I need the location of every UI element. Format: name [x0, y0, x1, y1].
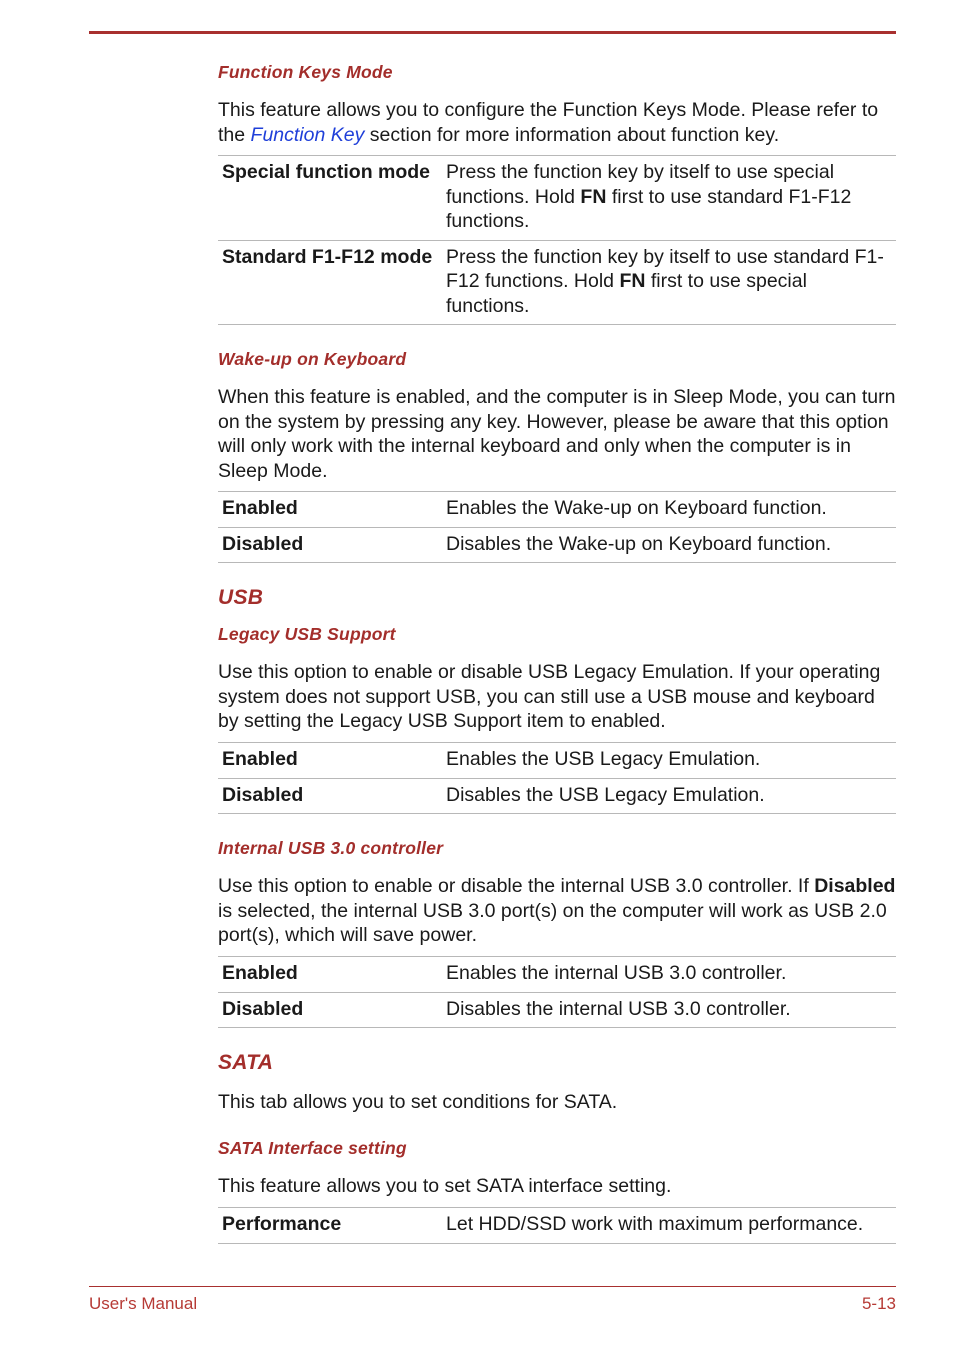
sata-heading: SATA [218, 1051, 274, 1074]
option-name: Disabled [218, 778, 442, 814]
usb3-table [218, 956, 896, 1028]
option-description: Enables the internal USB 3.0 controller. [442, 957, 896, 993]
option-description: Let HDD/SSD work with maximum performance. [442, 1208, 896, 1244]
wake-heading: Wake-up on Keyboard [218, 349, 407, 369]
option-name: Enabled [218, 743, 442, 779]
usb-heading: USB [218, 586, 264, 609]
option-description: Press the function key by itself to use standard F1-F12 functions. Hold FN first to use special functions. [442, 240, 896, 325]
option-description: Disables the internal USB 3.0 controller. [442, 992, 896, 1028]
option-description: Press the function key by itself to use special functions. Hold FN first to use standard F1-F12 functions. [442, 156, 896, 241]
usb3-heading: Internal USB 3.0 controller [218, 838, 444, 858]
table-row [218, 527, 896, 563]
wake-table [218, 491, 896, 563]
option-name: Disabled [218, 527, 442, 563]
table-row [218, 778, 896, 814]
usb3-description: Use this option to enable or disable the internal USB 3.0 controller. If Disabled is selected, the internal USB 3.0 port(s) on the computer will work as USB 2.0 port(s), which will save power. [218, 875, 896, 946]
footer-rule [89, 1286, 896, 1287]
fkm-description [218, 98, 896, 147]
footer-manual-title: User's Manual [89, 1294, 198, 1313]
header-rule [89, 31, 896, 34]
fkm-table [218, 155, 896, 325]
option-name: Standard F1-F12 mode [218, 240, 442, 325]
table-row [218, 156, 896, 241]
option-name: Disabled [218, 992, 442, 1028]
fkm-desc-text-2: section for more information about function key. [364, 123, 780, 146]
option-name: Enabled [218, 492, 442, 528]
table-row [218, 957, 896, 993]
sata-if-table [218, 1207, 896, 1244]
option-description: Disables the Wake-up on Keyboard function. [442, 527, 896, 563]
legacy-table [218, 742, 896, 814]
option-name: Special function mode [218, 156, 442, 241]
table-row [218, 743, 896, 779]
option-name: Performance [218, 1208, 442, 1244]
wake-description: When this feature is enabled, and the computer is in Sleep Mode, you can turn on the system by pressing any key. However, please be aware that this option will only work with the internal keyboard and only when the computer is in Sleep Mode. [218, 386, 896, 482]
sata-if-heading: SATA Interface setting [218, 1138, 407, 1158]
footer-page-number: 5-13 [861, 1294, 896, 1313]
fkm-heading: Function Keys Mode [218, 62, 393, 82]
legacy-heading: Legacy USB Support [218, 624, 396, 644]
legacy-description: Use this option to enable or disable USB Legacy Emulation. If your operating system does not support USB, you can still use a USB mouse and keyboard by setting the Legacy USB Support item to enabled. [218, 661, 881, 732]
table-row [218, 1208, 896, 1244]
fkm-desc-text: This feature allows you to configure the Function Keys Mode. Please refer to the [218, 99, 879, 146]
sata-description: This tab allows you to set conditions for SATA. [218, 1091, 618, 1113]
option-description: Enables the Wake-up on Keyboard function. [442, 492, 896, 528]
table-row [218, 492, 896, 528]
option-description: Enables the USB Legacy Emulation. [442, 743, 896, 779]
option-description: Disables the USB Legacy Emulation. [442, 778, 896, 814]
function-key-link[interactable]: Function Key [250, 123, 365, 146]
table-row [218, 992, 896, 1028]
sata-if-description: This feature allows you to set SATA interface setting. [218, 1175, 672, 1197]
option-name: Enabled [218, 957, 442, 993]
table-row [218, 240, 896, 325]
